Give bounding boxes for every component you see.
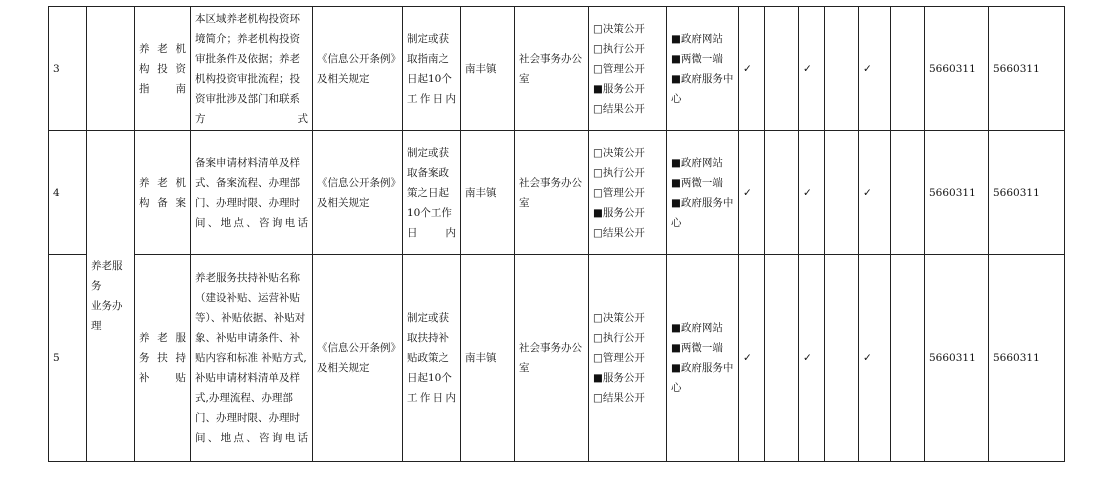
channel-option: ■政府服务中心: [671, 72, 734, 105]
channel-option: ■政府服务中心: [671, 196, 734, 229]
phone-number: 5660311: [989, 255, 1065, 462]
check-mark: ✓: [799, 131, 825, 255]
channel-option: ■政府服务中心: [671, 362, 734, 394]
disclosure-basis: 《信息公开条例》及相关规定: [313, 255, 403, 462]
channel-option: ■政府网站: [671, 32, 723, 45]
item-name: 养老机 构备案: [135, 131, 191, 255]
table-row: [49, 7, 1065, 131]
disclosure-channels: [667, 7, 739, 131]
disclosure-channels: [667, 255, 739, 462]
scope-option: □结果公开: [593, 392, 645, 404]
empty-cell: [825, 7, 859, 131]
channel-option: ■两微一端: [671, 52, 723, 65]
check-mark: ✓: [799, 7, 825, 131]
disclosure-dept: 社会事务办公室: [515, 255, 589, 462]
scope-option: □决策公开: [593, 312, 645, 324]
scope-option: □结果公开: [593, 226, 645, 239]
item-name: 养老服 务扶持 补贴: [135, 255, 191, 462]
item-name: 养老机 构投资 指南: [135, 7, 191, 131]
table-row: [49, 255, 1065, 462]
scope-option: □执行公开: [593, 42, 645, 55]
disclosure-dept: 社会事务办公室: [515, 7, 589, 131]
empty-cell: [765, 255, 799, 462]
check-mark: ✓: [799, 255, 825, 462]
empty-cell: [891, 131, 925, 255]
check-mark: ✓: [739, 131, 765, 255]
empty-cell: [891, 255, 925, 462]
empty-cell: [891, 7, 925, 131]
scope-option: □决策公开: [593, 146, 645, 159]
disclosure-basis: 《信息公开条例》及相关规定: [313, 7, 403, 131]
disclosure-time: 制定或获取指南之日起10个工作日内: [403, 7, 461, 131]
disclosure-scope: [589, 131, 667, 255]
category-cell: 养老服务 业务办理: [87, 131, 135, 462]
disclosure-content: 备案申请材料清单及样式、备案流程、办理部门、办理时限、办理时间、地点、咨询电话: [191, 131, 313, 255]
disclosure-time: 制定或获取备案政策之日起10个工作日内: [403, 131, 461, 255]
disclosure-content: 本区域养老机构投资环境简介；养老机构投资审批条件及依据；养老机构投资审批流程；投资审批涉及部门和联系方式: [191, 7, 313, 131]
scope-option: □决策公开: [593, 22, 645, 35]
phone-number: 5660311: [989, 7, 1065, 131]
scope-option: □执行公开: [593, 166, 645, 179]
check-mark: ✓: [739, 255, 765, 462]
scope-option: □结果公开: [593, 102, 645, 115]
scope-option: □执行公开: [593, 332, 645, 344]
row-number: 4: [49, 131, 87, 255]
scope-option: ■服务公开: [593, 82, 645, 95]
disclosure-subject: 南丰镇: [461, 7, 515, 131]
channel-option: ■政府网站: [671, 156, 723, 169]
empty-cell: [825, 255, 859, 462]
disclosure-dept: 社会事务办公室: [515, 131, 589, 255]
channel-option: ■两微一端: [671, 342, 723, 354]
channel-option: ■两微一端: [671, 176, 723, 189]
disclosure-time: 制定或获取扶持补贴政策之日起10个工作日内: [403, 255, 461, 462]
empty-cell: [825, 131, 859, 255]
disclosure-channels: [667, 131, 739, 255]
disclosure-subject: 南丰镇: [461, 131, 515, 255]
channel-option: ■政府网站: [671, 322, 723, 334]
row-number: 3: [49, 7, 87, 131]
category-cell-top: [87, 7, 135, 131]
disclosure-subject: 南丰镇: [461, 255, 515, 462]
disclosure-scope: [589, 7, 667, 131]
disclosure-content: 养老服务扶持补贴名称（建设补贴、运营补贴等）、补贴依据、补贴对象、补贴申请条件、补贴内容和标准 补贴方式,补贴申请材料清单及样式,办理流程、办理部门、办理时限、办理时间、地点、咨询电话: [191, 255, 313, 462]
phone-number: 5660311: [925, 131, 989, 255]
scope-option: □管理公开: [593, 62, 645, 75]
disclosure-scope: [589, 255, 667, 462]
disclosure-basis: 《信息公开条例》及相关规定: [313, 131, 403, 255]
empty-cell: [765, 7, 799, 131]
table-row: [49, 131, 1065, 255]
phone-number: 5660311: [925, 255, 989, 462]
phone-number: 5660311: [925, 7, 989, 131]
scope-option: □管理公开: [593, 186, 645, 199]
scope-option: ■服务公开: [593, 206, 645, 219]
check-mark: ✓: [859, 7, 891, 131]
phone-number: 5660311: [989, 131, 1065, 255]
row-number: 5: [49, 255, 87, 462]
scope-option: ■服务公开: [593, 372, 645, 384]
check-mark: ✓: [739, 7, 765, 131]
empty-cell: [765, 131, 799, 255]
check-mark: ✓: [859, 131, 891, 255]
disclosure-table: [48, 6, 1065, 462]
check-mark: ✓: [859, 255, 891, 462]
scope-option: □管理公开: [593, 352, 645, 364]
